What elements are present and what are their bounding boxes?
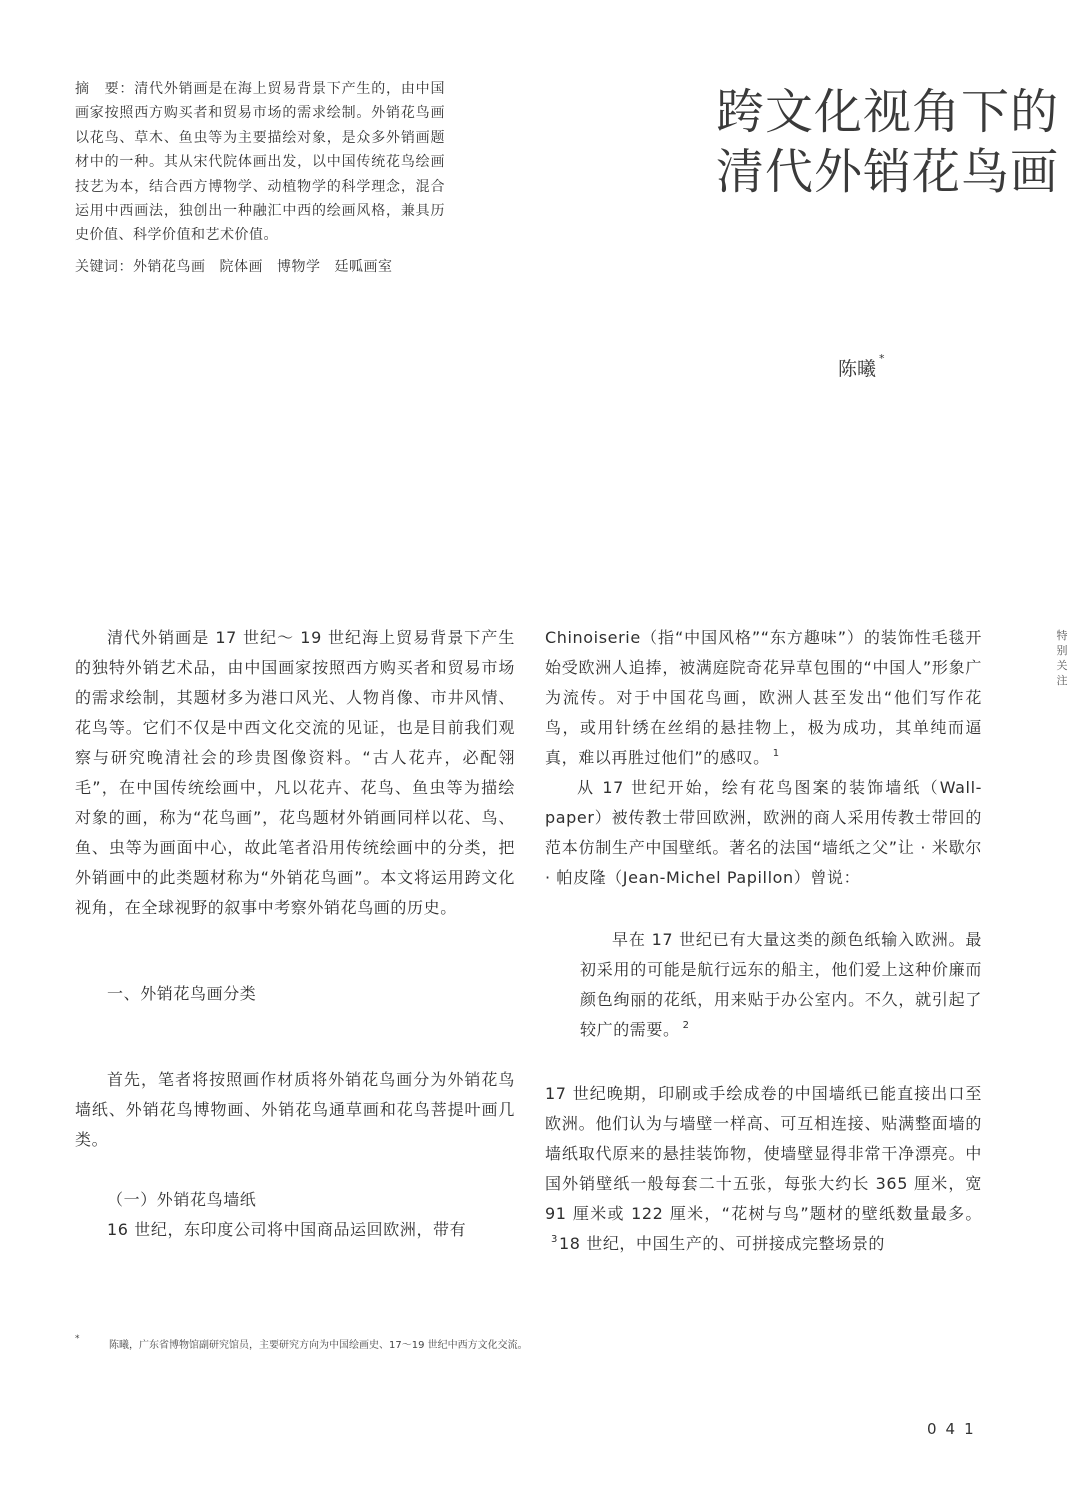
abstract <box>75 77 445 248</box>
left-column <box>75 623 515 1245</box>
block-quote <box>545 925 982 1045</box>
paragraph-text: 18 世纪，中国生产的、可拼接成完整场景的 <box>558 1234 886 1253</box>
body-paragraph: 16 世纪，东印度公司将中国商品运回欧洲，带有 <box>107 1220 467 1239</box>
author-footnote-mark: * <box>879 352 885 365</box>
right-column <box>545 623 982 1259</box>
keyword-item: 博物学 <box>277 259 321 275</box>
abstract-text: 清代外销画是在海上贸易背景下产生的，由中国画家按照西方购买者和贸易市场的需求绘制。外销花鸟画以花鸟、草木、鱼虫等为主要描绘对象，是众多外销画题材中的一种。其从宋代院体画出发，以中国传统花鸟绘画技艺为本，结合西方博物学、动植物学的科学理念，混合运用中西画法，独创出一种融汇中西的绘画风格，兼具历史价值、科学价值和艺术价值。 <box>75 81 445 244</box>
body-paragraph: 从 17 世纪开始，绘有花鸟图案的装饰墙纸（Wall-paper）被传教士带回欧洲，欧洲的商人采用传教士带回的范本仿制生产中国壁纸。著名的法国“墙纸之父”让 · 米歇尔 · 帕皮隆（Jean-Michel Papillon）曾说： <box>545 778 982 887</box>
footnote-mark: * <box>75 1334 80 1344</box>
keyword-item: 廷呱画室 <box>334 259 393 275</box>
subsection-heading: （一）外销花鸟墙纸 <box>107 1190 257 1209</box>
article-title <box>716 82 1066 202</box>
keywords <box>75 256 407 276</box>
title-line-2: 清代外销花鸟画 <box>716 144 1060 200</box>
section-side-label: 特别关注 <box>1056 629 1068 687</box>
title-line-1: 跨文化视角下的 <box>716 84 1060 140</box>
body-paragraph: 清代外销画是 17 世纪～ 19 世纪海上贸易背景下产生的独特外销艺术品，由中国画家按照西方购买者和贸易市场的需求绘制，其题材多为港口风光、人物肖像、市井风情、花鸟等。它们不仅是中西文化交流的见证，也是目前我们观察与研究晚清社会的珍贵图像资料。“古人花卉，必配翎毛”，在中国传统绘画中，凡以花卉、花鸟、鱼虫等为描绘对象的画，称为“花鸟画”，花鸟题材外销画同样以花、鸟、鱼、虫等为画面中心，故此笔者沿用传统绘画中的分类，把外销画中的此类题材称为“外销花鸟画”。本文将运用跨文化视角，在全球视野的叙事中考察外销花鸟画的历史。 <box>75 628 515 917</box>
keyword-item: 外销花鸟画 <box>133 259 206 275</box>
footnote-ref: 2 <box>682 1020 690 1031</box>
quote-text <box>580 925 982 1045</box>
author-name: 陈曦 <box>838 358 877 380</box>
keyword-item: 院体画 <box>219 259 263 275</box>
quote-body: 早在 17 世纪已有大量这类的颜色纸输入欧洲。最初采用的可能是航行远东的船主，他们爱上这种价廉而颜色绚丽的花纸，用来贴于办公室内。不久，就引起了较广的需要。 <box>580 930 982 1039</box>
paragraph-text: 17 世纪晚期，印刷或手绘成卷的中国墙纸已能直接出口至欧洲。他们认为与墙壁一样高、可互相连接、贴满整面墙的墙纸取代原来的悬挂装饰物，使墙壁显得非常干净漂亮。中国外销壁纸一般每套二十五张，每张大约长 365 厘米，宽 91 厘米或 122 厘米，“花树与鸟”题材的壁纸数量最多。 <box>545 1084 982 1223</box>
body-paragraph: 首先，笔者将按照画作材质将外销花鸟画分为外销花鸟墙纸、外销花鸟博物画、外销花鸟通草画和花鸟菩提叶画几类。 <box>75 1070 515 1149</box>
abstract-label: 摘 要： <box>75 81 135 97</box>
keywords-label: 关键词： <box>75 259 133 275</box>
footnote-ref: 1 <box>772 748 780 759</box>
paragraph-text: Chinoiserie（指“中国风格”“东方趣味”）的装饰性毛毯开始受欧洲人追捧，被满庭院奇花异草包围的“中国人”形象广为流传。对于中国花鸟画，欧洲人甚至发出“他们写作花鸟，或用针绣在丝绢的悬挂物上，极为成功，其单纯而逼真，难以再胜过他们”的感叹。 <box>545 628 982 767</box>
footnote-ref: 3 <box>551 1234 558 1245</box>
page-number: 041 <box>927 1420 983 1438</box>
section-heading: 一、外销花鸟画分类 <box>107 984 257 1003</box>
body-paragraph <box>545 1079 982 1259</box>
footnote-text: 陈曦，广东省博物馆副研究馆员，主要研究方向为中国绘画史、17～19 世纪中西方文化交流。 <box>109 1340 528 1351</box>
footnote <box>75 1336 528 1351</box>
body-paragraph <box>545 623 982 773</box>
author <box>838 354 885 381</box>
